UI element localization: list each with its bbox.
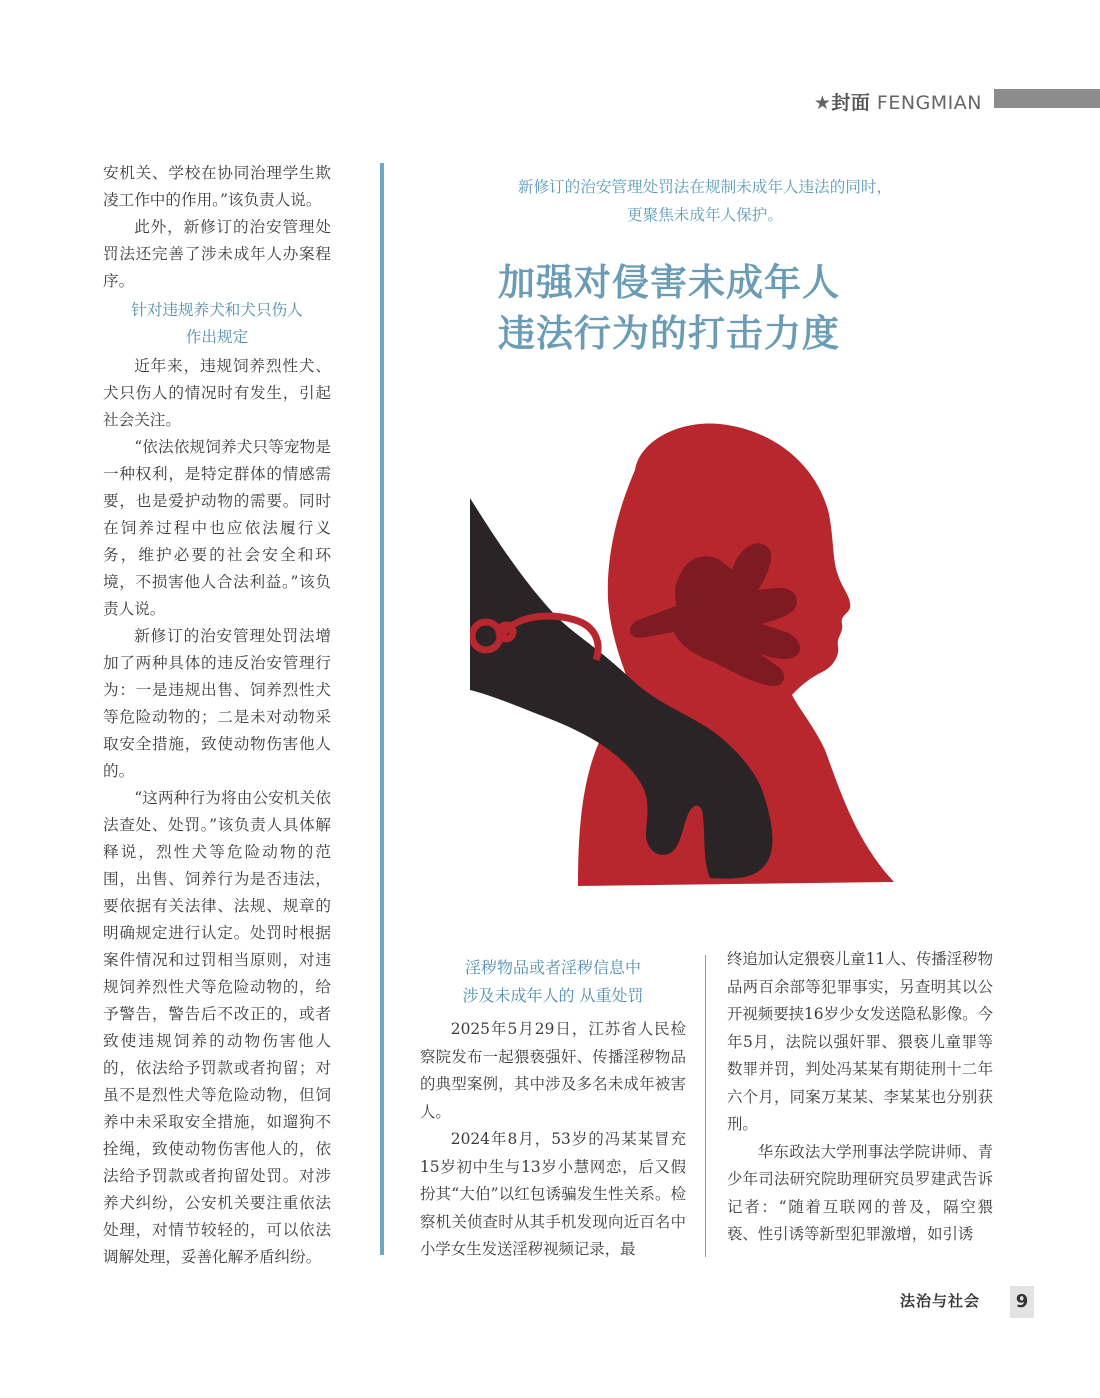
- left-paragraph-5: 新修订的治安管理处罚法增加了两种具体的违反治安管理行为：一是违规出售、饲养烈性犬等危险动物的；二是未对动物采取安全措施，致使动物伤害他人的。: [103, 627, 331, 780]
- middle-subhead-line-2: 涉及未成年人的 从重处罚: [462, 986, 644, 1005]
- headline: [498, 257, 1018, 359]
- left-paragraph-6: “这两种行为将由公安机关依法查处、处罚。”该负责人具体解释说，烈性犬等危险动物的范围，出售、饲养行为是否违法，要依据有关法律、法规、规章的明确规定进行认定。处罚时根据案件情况和过罚相当原则，对违规饲养烈性犬等危险动物的，给予警告，警告后不改正的，或者致使违规饲养的动物伤害他人的，依法给予罚款或者拘留；对虽不是烈性犬等危险动物，但饲养中未采取安全措施，如遛狗不拴绳，致使动物伤害他人的，依法给予罚款或者拘留处罚。对涉养犬纠纷，公安机关要注重依法处理，对情节较轻的，可以依法调解处理，妥善化解矛盾纠纷。: [103, 789, 331, 1266]
- header-bar: [994, 89, 1100, 108]
- middle-paragraph-2: 2024年8月，53岁的冯某某冒充15岁初中生与13岁小慧网恋，后又假扮其“大伯”以红包诱骗发生性关系。检察机关侦查时从其手机发现向近百名中小学女生发送淫秽视频记录，最: [420, 1130, 686, 1258]
- middle-paragraph-1: 2025年5月29日，江苏省人民检察院发布一起猥亵强奸、传播淫秽物品的典型案例，其中涉及多名未成年被害人。: [420, 1020, 686, 1121]
- magazine-name: 法治与社会: [900, 1292, 981, 1310]
- middle-subhead-line-1: 淫秽物品或者淫秽信息中: [464, 958, 641, 977]
- column-divider: [380, 163, 384, 1255]
- section-name-en: FENGMIAN: [876, 92, 982, 114]
- left-subhead: [103, 297, 331, 351]
- middle-subhead: [420, 954, 686, 1010]
- left-paragraph-1: 安机关、学校在协同治理学生欺凌工作中的作用。”该负责人说。: [103, 164, 331, 209]
- left-subhead-line-2: 作出规定: [185, 328, 249, 346]
- headline-line-2: 违法行为的打击力度: [498, 312, 840, 355]
- deck-line-1: 新修订的治安管理处罚法在规制未成年人违法的同时，: [517, 178, 893, 196]
- deck-line-2: 更聚焦未成年人保护。: [627, 206, 783, 224]
- left-paragraph-4: “依法依规饲养犬只等宠物是一种权利，是特定群体的情感需要，也是爱护动物的需要。同时在饲养过程中也应依法履行义务，维护必要的社会安全和环境，不损害他人合法利益。”该负责人说。: [103, 438, 331, 618]
- section-name-cn: 封面: [831, 92, 871, 114]
- section-tag: [814, 88, 982, 115]
- page-number: 9: [1010, 1286, 1034, 1318]
- deck: [460, 173, 950, 229]
- left-paragraph-3: 近年来，违规饲养烈性犬、犬只伤人的情况时有发生，引起社会关注。: [103, 357, 331, 429]
- right-column: [727, 946, 993, 1249]
- star-icon: ★: [813, 92, 832, 114]
- right-paragraph-2: 华东政法大学刑事法学院讲师、青少年司法研究院助理研究员罗建武告诉记者：“随着互联网的普及，隔空猥亵、性引诱等新型犯罪激增，如引诱: [727, 1142, 993, 1243]
- middle-column: [420, 952, 686, 1264]
- left-column: [103, 160, 331, 1271]
- cover-illustration: [470, 410, 896, 886]
- column-rule: [705, 955, 706, 1257]
- left-paragraph-2: 此外，新修订的治安管理处罚法还完善了涉未成年人办案程序。: [103, 218, 331, 290]
- left-subhead-line-1: 针对违规养犬和犬只伤人: [131, 301, 303, 319]
- headline-line-1: 加强对侵害未成年人: [498, 261, 840, 304]
- right-paragraph-1: 终追加认定猥亵儿童11人、传播淫秽物品两百余部等犯罪事实，另查明其以公开视频要挟16岁少女发送隐私影像。今年5月，法院以强奸罪、猥亵儿童罪等数罪并罚，判处冯某某有期徒刑十二年六个月，同案万某某、李某某也分别获刑。: [727, 950, 993, 1133]
